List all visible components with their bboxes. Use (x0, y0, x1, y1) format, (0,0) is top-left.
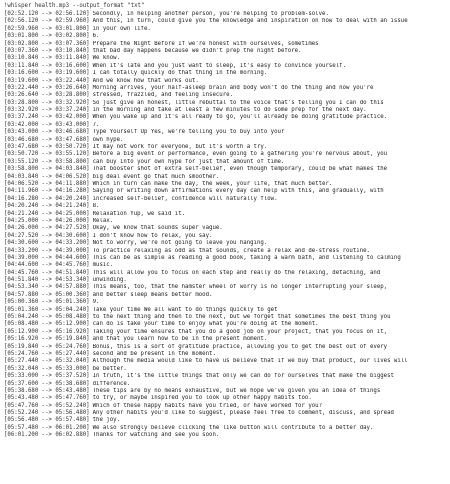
timestamp: [05:38.680 --> 05:43.480] (4, 387, 90, 394)
timestamp: [04:33.200 --> 04:39.000] (4, 247, 90, 254)
transcript-line (4, 188, 446, 195)
transcript-text: Not to worry, we're not going to leave you hanging. (92, 240, 268, 247)
transcript-line (4, 33, 446, 40)
transcript-line (4, 240, 446, 247)
timestamp: [03:26.640 --> 03:28.800] (4, 92, 90, 99)
transcript-text: unwinding. (92, 277, 127, 284)
transcript-line (4, 417, 446, 424)
transcript-text: 8. (92, 203, 100, 210)
transcript-list (4, 11, 446, 440)
timestamp: [05:01.360 --> 05:04.240] (4, 306, 90, 313)
timestamp: [02:52.120 --> 02:56.120] (4, 11, 90, 17)
timestamp: [04:51.840 --> 04:53.340] (4, 277, 90, 284)
timestamp: [05:57.480 --> 06:01.200] (4, 424, 90, 431)
transcript-line (4, 388, 446, 395)
timestamp: [04:30.600 --> 04:33.200] (4, 240, 90, 247)
transcript-text: And this, in turn, could give you the knowledge and inspiration on how to deal with an issue (92, 18, 408, 25)
timestamp: [03:02.800 --> 03:07.360] (4, 40, 90, 47)
timestamp: [04:44.600 --> 04:45.760] (4, 262, 90, 269)
transcript-line (4, 403, 446, 410)
transcript-line (4, 299, 446, 306)
command-line: !whisper health.mp3 --output_format "txt" (4, 3, 145, 9)
transcript-line (4, 203, 446, 210)
transcript-line (4, 129, 446, 136)
transcript-text: We also strongly believe clicking the like button will contribute to a better day. (92, 424, 374, 431)
transcript-text: Taking your time ensures that you do a good job on your project, that you focus on it, (92, 328, 388, 335)
transcript-text: 9. (92, 299, 100, 306)
timestamp: [03:19.600 --> 03:22.440] (4, 77, 90, 84)
timestamp: [04:45.760 --> 04:51.840] (4, 269, 90, 276)
timestamp: [03:11.840 --> 03:16.600] (4, 62, 90, 69)
timestamp: [05:24.760 --> 05:27.440] (4, 350, 90, 357)
transcript-text: Bonus, this is a sort of gratitude practice, allowing you to get the best out of every (92, 343, 388, 350)
transcript-line (4, 321, 446, 328)
transcript-line (4, 55, 446, 62)
transcript-text: in your own life. (92, 25, 151, 32)
transcript-line (4, 277, 446, 284)
transcript-line (4, 70, 446, 77)
timestamp: [03:42.000 --> 03:43.000] (4, 121, 90, 128)
transcript-text: Morning arrives, your half-asleep brain and body won't do the thing and now you're (92, 84, 374, 91)
timestamp: [03:37.240 --> 03:42.000] (4, 114, 90, 121)
transcript-text: We know. (92, 55, 121, 62)
transcript-text: can buy into your own hype for just that amount of time. (92, 158, 285, 165)
transcript-text: When you wake up and it's all ready to go, you'll already be doing gratitude practice. (92, 114, 388, 121)
transcript-line (4, 358, 446, 365)
timestamp: [05:56.480 --> 05:57.480] (4, 417, 90, 424)
timestamp: [05:00.360 --> 05:01.360] (4, 299, 90, 306)
transcript-line (4, 351, 446, 358)
timestamp: [04:06.520 --> 04:11.880] (4, 180, 90, 187)
transcript-text: Before a big event or performance, even going to a gathering you're nervous about, you (92, 151, 388, 158)
timestamp: [03:47.680 --> 03:50.720] (4, 144, 90, 151)
transcript-line (4, 137, 446, 144)
transcript-line (4, 114, 446, 121)
transcript-line (4, 26, 446, 33)
transcript-text: that bad day happens because we didn't prep the night before. (92, 47, 302, 54)
transcript-line (4, 329, 446, 336)
transcript-text: So just give an honest, little rebuttal to the voice that's telling you I can do this (92, 99, 384, 106)
timestamp: [05:12.900 --> 05:16.920] (4, 328, 90, 335)
transcript-text: It may not work for everyone, but it's worth a try. (92, 144, 268, 151)
transcript-line (4, 248, 446, 255)
transcript-text: stressed, frazzled, and feeling insecure. (92, 92, 234, 99)
transcript-text: and better sleep means better mood. (92, 291, 213, 298)
timestamp: [03:01.800 --> 03:02.800] (4, 33, 90, 40)
transcript-text: second and be present in the moment. (92, 350, 216, 357)
timestamp: [04:27.520 --> 04:30.600] (4, 232, 90, 239)
transcript-text: Type Yourself Up Yes, we're telling you to buy into your (92, 129, 285, 136)
timestamp: [04:16.280 --> 04:20.240] (4, 195, 90, 202)
transcript-text: Prepare the Night Before If we're honest with ourselves, sometimes (92, 40, 319, 47)
transcript-text: I can totally quickly do that thing in the morning. (92, 70, 268, 77)
transcript-line (4, 63, 446, 70)
timestamp: [04:21.240 --> 04:25.000] (4, 210, 90, 217)
timestamp: [05:32.040 --> 05:33.000] (4, 365, 90, 372)
timestamp: [03:10.840 --> 03:11.840] (4, 55, 90, 62)
transcript-text: I don't know how to relax, you say. (92, 232, 213, 239)
transcript-text: and that you learn how to be in the present moment. (92, 336, 268, 343)
transcript-line (4, 366, 446, 373)
transcript-text: big deal event go that much smoother. (92, 173, 220, 180)
transcript-text: Which in turn can make the day, the week, your life, that much better. (92, 180, 333, 187)
transcript-line (4, 11, 446, 18)
transcript-text: in the morning and take at least a few minutes to do some prep for the next day. (92, 107, 367, 114)
transcript-text: increased self-belief, confidence will naturally flow. (92, 195, 278, 202)
timestamp: [03:16.600 --> 03:19.600] (4, 70, 90, 77)
transcript-text: Which of these happy habits have you tried, or have worked for you? (92, 402, 323, 409)
transcript-text: own hype. (92, 136, 124, 143)
timestamp: [03:07.360 --> 03:10.840] (4, 47, 90, 54)
timestamp: [05:52.240 --> 05:56.480] (4, 410, 90, 417)
transcript-text: Relaxation Yup, we said it. (92, 210, 186, 217)
transcript-text: Secondly, in helping another person, you're helping to problem-solve. (92, 11, 329, 17)
transcript-line (4, 100, 446, 107)
timestamp: [04:39.000 --> 04:44.600] (4, 254, 90, 261)
transcript-line (4, 166, 446, 173)
timestamp: [04:26.000 --> 04:27.520] (4, 225, 90, 232)
timestamp: [03:55.120 --> 03:58.800] (4, 158, 90, 165)
transcript-text: be better. (92, 365, 127, 372)
timestamp: [03:43.000 --> 03:46.680] (4, 129, 90, 136)
timestamp: [05:47.760 --> 05:52.240] (4, 402, 90, 409)
transcript-line (4, 270, 446, 277)
transcript-text: This can be as simple as reading a good book, taking a warm bath, and listening to calming (92, 254, 401, 261)
transcript-line (4, 218, 446, 225)
transcript-line (4, 381, 446, 388)
timestamp: [05:19.840 --> 05:24.760] (4, 343, 90, 350)
transcript-line (4, 314, 446, 321)
transcript-text: When it's late and you just want to sleep, it's easy to convince yourself. (92, 62, 346, 69)
timestamp: [03:50.720 --> 03:55.120] (4, 151, 90, 158)
timestamp: [05:08.480 --> 05:12.900] (4, 321, 90, 328)
timestamp: [04:53.340 --> 04:57.880] (4, 284, 90, 291)
timestamp: [04:25.000 --> 04:26.000] (4, 217, 90, 224)
transcript-line (4, 174, 446, 181)
transcript-line (4, 144, 446, 151)
transcript-text: difference. (92, 380, 131, 387)
transcript-line (4, 255, 446, 262)
transcript-text: These tips are by no means exhaustive, but we hope we've given you an idea of things (92, 387, 381, 394)
transcript-line (4, 122, 446, 129)
transcript-line (4, 48, 446, 55)
transcript-line (4, 41, 446, 48)
transcript-text: To practice relaxing as odd as that sounds, create a relax and de-stress routine. (92, 247, 370, 254)
transcript-text: Although the media would like to have us believe that if we buy that product, our lives will (92, 358, 408, 365)
transcript-text: to try, or maybe inspired you to look up other happy habits too. (92, 395, 312, 402)
transcript-text: music. (92, 262, 114, 269)
transcript-line (4, 410, 446, 417)
transcript-text: Thanks for watching and see you soon. (92, 432, 220, 439)
transcript-line (4, 432, 446, 439)
timestamp: [05:37.600 --> 05:38.680] (4, 380, 90, 387)
transcript-line (4, 211, 446, 218)
transcript-text: to the next thing and then to the next, but we forget that sometimes the best thing you (92, 314, 391, 321)
timestamp: [03:22.440 --> 03:26.640] (4, 84, 90, 91)
transcript-line (4, 344, 446, 351)
timestamp: [04:20.240 --> 04:21.240] (4, 203, 90, 210)
transcript-text: And we know how that works out. (92, 77, 199, 84)
transcript-line (4, 262, 446, 269)
transcript-text: Okay, we know that sounds super vague. (92, 225, 223, 232)
transcript-line (4, 159, 446, 166)
transcript-line (4, 225, 446, 232)
timestamp: [03:46.680 --> 03:47.680] (4, 136, 90, 143)
transcript-text: Relax. (92, 217, 114, 224)
timestamp: [02:59.960 --> 03:01.800] (4, 25, 90, 32)
timestamp: [05:33.000 --> 05:37.520] (4, 373, 90, 380)
transcript-text: Take your time We all want to do things quickly to get (92, 306, 278, 313)
transcript-text: 7. (92, 121, 100, 128)
transcript-line (4, 151, 446, 158)
timestamp: [05:43.480 --> 05:47.760] (4, 395, 90, 402)
transcript-line (4, 181, 446, 188)
transcript-text: That booster shot of extra self-belief, even though temporary, could be what makes the (92, 166, 388, 173)
timestamp: [04:11.960 --> 04:16.280] (4, 188, 90, 195)
transcript-text: Any other habits you'd like to suggest, please feel free to comment, discuss, and spread (92, 410, 394, 417)
transcript-line (4, 92, 446, 99)
transcript-line (4, 307, 446, 314)
transcript-text: Saying or writing down affirmations every day can help with this, and gradually, with (92, 188, 384, 195)
transcript-text: the joy. (92, 417, 121, 424)
transcript-line (4, 425, 446, 432)
transcript-line (4, 395, 446, 402)
transcript-text: This will allow you to focus on each step and really do the relaxing, detaching, and (92, 269, 381, 276)
timestamp: [06:01.200 --> 06:02.880] (4, 432, 90, 439)
timestamp: [03:28.800 --> 03:32.920] (4, 99, 90, 106)
timestamp: [04:03.840 --> 04:06.520] (4, 173, 90, 180)
transcript-line (4, 336, 446, 343)
transcript-line (4, 85, 446, 92)
transcript-line (4, 233, 446, 240)
transcript-line (4, 78, 446, 85)
transcript-text: In truth, it's the little things that only we can do for ourselves that make the biggest (92, 373, 394, 380)
transcript-line (4, 196, 446, 203)
transcript-line (4, 284, 446, 291)
transcript-line (4, 373, 446, 380)
timestamp: [04:57.880 --> 05:00.360] (4, 291, 90, 298)
timestamp: [02:56.120 --> 02:59.960] (4, 18, 90, 25)
timestamp: [05:04.240 --> 05:08.480] (4, 314, 90, 321)
transcript-text: This means, too, that the hamster wheel of worry is no longer interrupting your sleep, (92, 284, 388, 291)
transcript-line (4, 292, 446, 299)
timestamp: [05:16.920 --> 05:19.840] (4, 336, 90, 343)
transcript-line (4, 18, 446, 25)
transcript-text: can do is take your time to enjoy what you're doing at the moment. (92, 321, 319, 328)
timestamp: [03:58.800 --> 04:03.840] (4, 166, 90, 173)
timestamp: [03:32.920 --> 03:37.240] (4, 107, 90, 114)
transcript-line (4, 107, 446, 114)
transcript-text: 6. (92, 33, 100, 40)
timestamp: [05:27.440 --> 05:32.040] (4, 358, 90, 365)
